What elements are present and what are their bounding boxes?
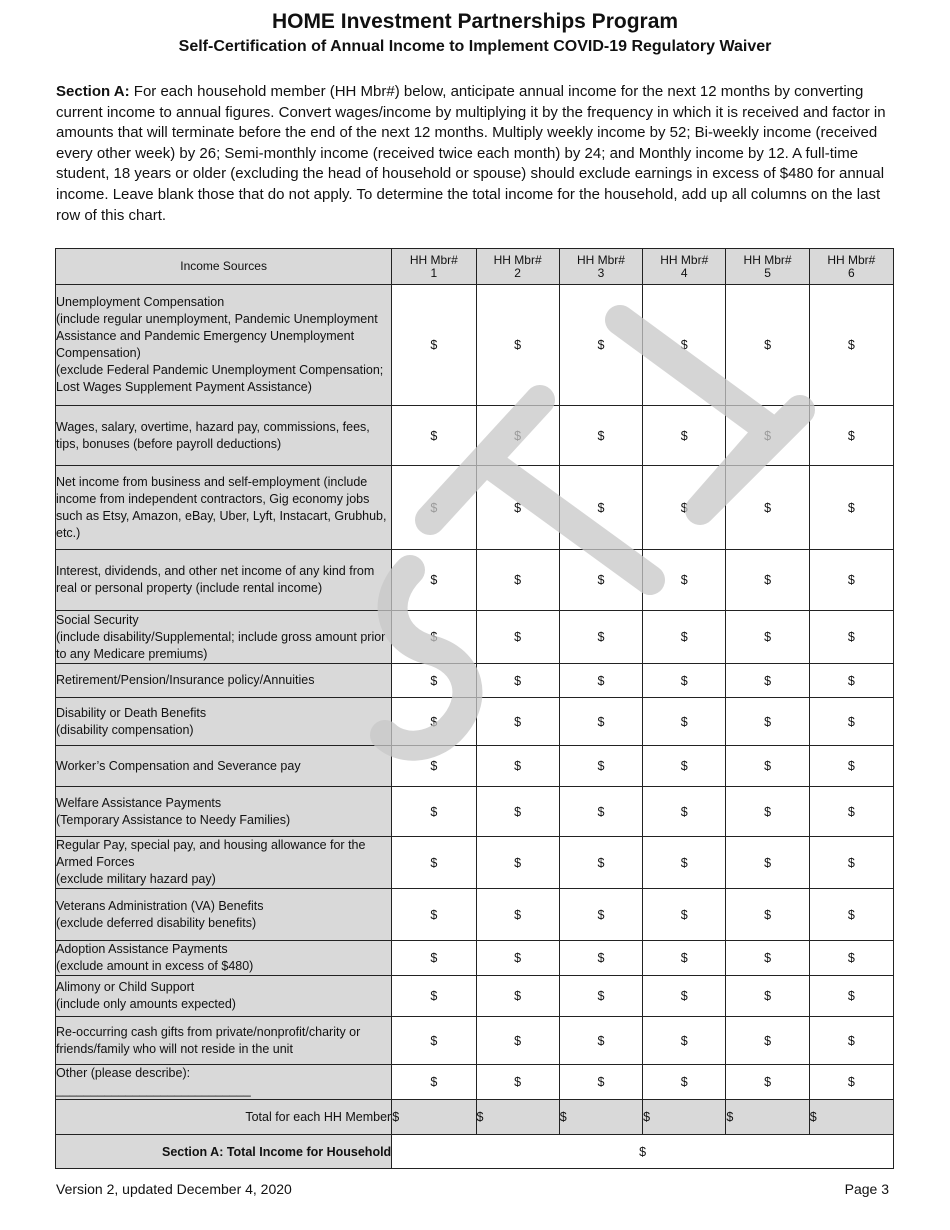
income-source-line: Re-occurring cash gifts from private/nonprofit/charity or friends/family who will not reside in the unit xyxy=(56,1024,361,1056)
amount-cell-member-6[interactable]: $ xyxy=(809,746,893,787)
amount-cell-member-6[interactable]: $ xyxy=(809,664,893,698)
version-note: Version 2, updated December 4, 2020 xyxy=(56,1181,292,1197)
amount-cell-member-3[interactable]: $ xyxy=(559,285,642,406)
amount-cell-member-6[interactable]: $ xyxy=(809,941,893,976)
amount-cell-member-5[interactable]: $ xyxy=(726,550,809,611)
amount-cell-member-1[interactable]: $ xyxy=(392,746,476,787)
amount-cell-member-1[interactable]: $ xyxy=(392,466,476,550)
income-source-line: (include only amounts expected) xyxy=(56,997,236,1011)
income-row xyxy=(56,611,894,664)
income-source-label xyxy=(56,1065,392,1100)
income-source-line: Disability or Death Benefits xyxy=(56,705,207,720)
amount-cell-member-6[interactable]: $ xyxy=(809,889,893,941)
amount-cell-member-4[interactable]: $ xyxy=(643,406,726,466)
amount-cell-member-5[interactable]: $ xyxy=(726,1017,809,1065)
amount-cell-member-6[interactable]: $ xyxy=(809,611,893,664)
income-source-label xyxy=(56,941,392,976)
amount-cell-member-3[interactable]: $ xyxy=(559,406,642,466)
member-total-6[interactable]: $ xyxy=(809,1100,893,1135)
income-source-label xyxy=(56,611,392,664)
income-row xyxy=(56,285,894,406)
amount-cell-member-4[interactable]: $ xyxy=(643,611,726,664)
income-sources-header: Income Sources xyxy=(56,249,392,285)
income-source-line: (include regular unemployment, Pandemic Unemployment Assistance and Pandemic Emergency Unemployment Compensation) xyxy=(56,312,378,360)
amount-cell-member-1[interactable]: $ xyxy=(392,664,476,698)
income-source-line: Regular Pay, special pay, and housing allowance for the Armed Forces xyxy=(56,838,366,869)
amount-cell-member-2[interactable]: $ xyxy=(476,285,559,406)
income-source-line: Adoption Assistance Payments xyxy=(56,942,228,956)
amount-cell-member-2[interactable]: $ xyxy=(476,889,559,941)
amount-cell-member-4[interactable]: $ xyxy=(643,550,726,611)
amount-cell-member-6[interactable]: $ xyxy=(809,787,893,837)
section-a-label: Section A: xyxy=(56,83,130,100)
income-row xyxy=(56,837,894,889)
amount-cell-member-5[interactable]: $ xyxy=(726,941,809,976)
amount-cell-member-3[interactable]: $ xyxy=(559,550,642,611)
amount-cell-member-4[interactable]: $ xyxy=(643,976,726,1017)
amount-cell-member-1[interactable]: $ xyxy=(392,611,476,664)
household-total-label: Section A: Total Income for Household xyxy=(56,1135,392,1169)
section-a-text: For each household member (HH Mbr#) below, anticipate annual income for the next 12 months by converting current income to annual figures. Convert wages/income by multiplying it by the frequency in which it is received and factor in amounts that will terminate before the end of the next 12 months. Multiply weekly income by 52; Bi-weekly income (received every other week) by 26; Semi-monthly income (received twice each month) by 24; and Monthly income by 12. A full-time student, 18 years or older (excluding the head of household or spouse) should exclude earnings in excess of $480 for annual income. Leave blank those that do not apply. To determine the total income for the household, add up all columns on the last row of this chart. xyxy=(56,83,886,224)
amount-cell-member-6[interactable]: $ xyxy=(809,550,893,611)
amount-cell-member-2[interactable]: $ xyxy=(476,837,559,889)
income-source-label xyxy=(56,1017,392,1065)
amount-cell-member-2[interactable]: $ xyxy=(476,1065,559,1100)
amount-cell-member-5[interactable]: $ xyxy=(726,837,809,889)
amount-cell-member-5[interactable]: $ xyxy=(726,1065,809,1100)
income-row xyxy=(56,406,894,466)
amount-cell-member-6[interactable]: $ xyxy=(809,976,893,1017)
section-a-instructions xyxy=(56,82,906,226)
income-source-label xyxy=(56,664,392,698)
income-source-line: Retirement/Pension/Insurance policy/Annuities xyxy=(56,673,315,687)
amount-cell-member-4[interactable]: $ xyxy=(643,837,726,889)
amount-cell-member-2[interactable]: $ xyxy=(476,406,559,466)
amount-cell-member-6[interactable]: $ xyxy=(809,285,893,406)
income-source-label xyxy=(56,550,392,611)
amount-cell-member-1[interactable]: $ xyxy=(392,1017,476,1065)
amount-cell-member-3[interactable]: $ xyxy=(559,889,642,941)
amount-cell-member-6[interactable]: $ xyxy=(809,1017,893,1065)
amount-cell-member-5[interactable]: $ xyxy=(726,664,809,698)
page-number: Page 3 xyxy=(844,1181,889,1197)
amount-cell-member-4[interactable]: $ xyxy=(643,698,726,746)
amount-cell-member-1[interactable]: $ xyxy=(392,941,476,976)
amount-cell-member-1[interactable]: $ xyxy=(392,837,476,889)
income-source-line: Veterans Administration (VA) Benefits xyxy=(56,898,264,913)
member-5-header: HH Mbr# 5 xyxy=(726,249,809,285)
header-row xyxy=(56,249,894,285)
amount-cell-member-4[interactable]: $ xyxy=(643,466,726,550)
amount-cell-member-3[interactable]: $ xyxy=(559,941,642,976)
amount-cell-member-2[interactable]: $ xyxy=(476,698,559,746)
amount-cell-member-5[interactable]: $ xyxy=(726,406,809,466)
income-source-line: Unemployment Compensation xyxy=(56,295,225,309)
amount-cell-member-3[interactable]: $ xyxy=(559,746,642,787)
amount-cell-member-3[interactable]: $ xyxy=(559,698,642,746)
member-total-label: Total for each HH Member xyxy=(56,1100,392,1135)
income-source-label xyxy=(56,698,392,746)
income-row xyxy=(56,1065,894,1100)
member-total-3[interactable]: $ xyxy=(559,1100,642,1135)
income-source-line: (exclude military hazard pay) xyxy=(56,872,216,886)
income-row xyxy=(56,976,894,1017)
income-source-line: (include disability/Supplemental; include gross amount prior to any Medicare premiums) xyxy=(56,629,386,661)
income-source-label xyxy=(56,889,392,941)
income-source-line: Welfare Assistance Payments xyxy=(56,795,222,810)
amount-cell-member-3[interactable]: $ xyxy=(559,787,642,837)
amount-cell-member-2[interactable]: $ xyxy=(476,611,559,664)
income-source-label xyxy=(56,406,392,466)
amount-cell-member-5[interactable]: $ xyxy=(726,976,809,1017)
amount-cell-member-1[interactable]: $ xyxy=(392,889,476,941)
income-table xyxy=(55,248,894,1169)
amount-cell-member-1[interactable]: $ xyxy=(392,550,476,611)
income-source-line: (exclude deferred disability benefits) xyxy=(56,915,257,930)
income-source-label xyxy=(56,837,392,889)
income-source-label xyxy=(56,746,392,787)
amount-cell-member-2[interactable]: $ xyxy=(476,1017,559,1065)
amount-cell-member-3[interactable]: $ xyxy=(559,837,642,889)
member-total-2[interactable]: $ xyxy=(476,1100,559,1135)
amount-cell-member-1[interactable]: $ xyxy=(392,787,476,837)
amount-cell-member-1[interactable]: $ xyxy=(392,1065,476,1100)
amount-cell-member-2[interactable]: $ xyxy=(476,746,559,787)
income-source-line: (disability compensation) xyxy=(56,722,194,737)
member-total-5[interactable]: $ xyxy=(726,1100,809,1135)
member-1-header: HH Mbr# 1 xyxy=(392,249,476,285)
amount-cell-member-1[interactable]: $ xyxy=(392,976,476,1017)
income-source-line: (Temporary Assistance to Needy Families) xyxy=(56,812,291,827)
amount-cell-member-4[interactable]: $ xyxy=(643,941,726,976)
amount-cell-member-1[interactable]: $ xyxy=(392,406,476,466)
amount-cell-member-3[interactable]: $ xyxy=(559,611,642,664)
income-source-line: Alimony or Child Support xyxy=(56,980,195,994)
amount-cell-member-2[interactable]: $ xyxy=(476,941,559,976)
income-source-label xyxy=(56,466,392,550)
amount-cell-member-2[interactable]: $ xyxy=(476,550,559,611)
income-row xyxy=(56,466,894,550)
income-source-line: Social Security xyxy=(56,612,139,627)
amount-cell-member-2[interactable]: $ xyxy=(476,976,559,1017)
income-source-label xyxy=(56,285,392,406)
amount-cell-member-4[interactable]: $ xyxy=(643,664,726,698)
member-total-row xyxy=(56,1100,894,1135)
income-source-line: ____________________________ xyxy=(56,1083,251,1097)
amount-cell-member-4[interactable]: $ xyxy=(643,746,726,787)
income-source-line: Other (please describe): xyxy=(56,1066,191,1080)
income-source-label xyxy=(56,976,392,1017)
amount-cell-member-3[interactable]: $ xyxy=(559,1017,642,1065)
amount-cell-member-5[interactable]: $ xyxy=(726,787,809,837)
income-row xyxy=(56,664,894,698)
income-source-line: Interest, dividends, and other net income of any kind from real or personal property (include rental income) xyxy=(56,564,375,595)
amount-cell-member-5[interactable]: $ xyxy=(726,698,809,746)
amount-cell-member-5[interactable]: $ xyxy=(726,746,809,787)
member-6-header: HH Mbr# 6 xyxy=(809,249,893,285)
amount-cell-member-5[interactable]: $ xyxy=(726,285,809,406)
member-3-header: HH Mbr# 3 xyxy=(559,249,642,285)
amount-cell-member-1[interactable]: $ xyxy=(392,285,476,406)
form-subtitle: Self-Certification of Annual Income to Implement COVID-19 Regulatory Waiver xyxy=(178,38,772,55)
amount-cell-member-5[interactable]: $ xyxy=(726,889,809,941)
amount-cell-member-3[interactable]: $ xyxy=(559,664,642,698)
household-total-row xyxy=(56,1135,894,1169)
amount-cell-member-3[interactable]: $ xyxy=(559,976,642,1017)
income-source-line: Net income from business and self-employment (include income from independent contractors, Gig economy jobs such as Etsy, Amazon, eBay, Uber, Lyft, Instacart, Grubhub, etc.) xyxy=(56,474,387,540)
income-row xyxy=(56,550,894,611)
amount-cell-member-6[interactable]: $ xyxy=(809,406,893,466)
income-row xyxy=(56,941,894,976)
income-row xyxy=(56,1017,894,1065)
amount-cell-member-1[interactable]: $ xyxy=(392,698,476,746)
member-4-header: HH Mbr# 4 xyxy=(643,249,726,285)
income-row xyxy=(56,746,894,787)
amount-cell-member-2[interactable]: $ xyxy=(476,466,559,550)
member-2-header: HH Mbr# 2 xyxy=(476,249,559,285)
amount-cell-member-4[interactable]: $ xyxy=(643,1065,726,1100)
income-row xyxy=(56,787,894,837)
amount-cell-member-5[interactable]: $ xyxy=(726,466,809,550)
income-source-line: Worker’s Compensation and Severance pay xyxy=(56,758,301,773)
amount-cell-member-5[interactable]: $ xyxy=(726,611,809,664)
amount-cell-member-4[interactable]: $ xyxy=(643,889,726,941)
income-row xyxy=(56,889,894,941)
amount-cell-member-6[interactable]: $ xyxy=(809,466,893,550)
amount-cell-member-6[interactable]: $ xyxy=(809,698,893,746)
income-source-label xyxy=(56,787,392,837)
amount-cell-member-4[interactable]: $ xyxy=(643,285,726,406)
member-total-4[interactable]: $ xyxy=(643,1100,726,1135)
income-source-line: (exclude amount in excess of $480) xyxy=(56,959,254,973)
amount-cell-member-3[interactable]: $ xyxy=(559,466,642,550)
amount-cell-member-4[interactable]: $ xyxy=(643,787,726,837)
amount-cell-member-2[interactable]: $ xyxy=(476,787,559,837)
amount-cell-member-4[interactable]: $ xyxy=(643,1017,726,1065)
household-total-input[interactable]: $ xyxy=(392,1135,894,1169)
amount-cell-member-3[interactable]: $ xyxy=(559,1065,642,1100)
income-source-line: Wages, salary, overtime, hazard pay, commissions, fees, tips, bonuses (before payroll deductions) xyxy=(56,419,370,451)
form-title: HOME Investment Partnerships Program xyxy=(271,10,679,33)
member-total-1[interactable]: $ xyxy=(392,1100,476,1135)
income-row xyxy=(56,698,894,746)
amount-cell-member-6[interactable]: $ xyxy=(809,837,893,889)
amount-cell-member-2[interactable]: $ xyxy=(476,664,559,698)
amount-cell-member-6[interactable]: $ xyxy=(809,1065,893,1100)
income-source-line: (exclude Federal Pandemic Unemployment Compensation; Lost Wages Supplement Payment Assistance) xyxy=(56,363,384,394)
